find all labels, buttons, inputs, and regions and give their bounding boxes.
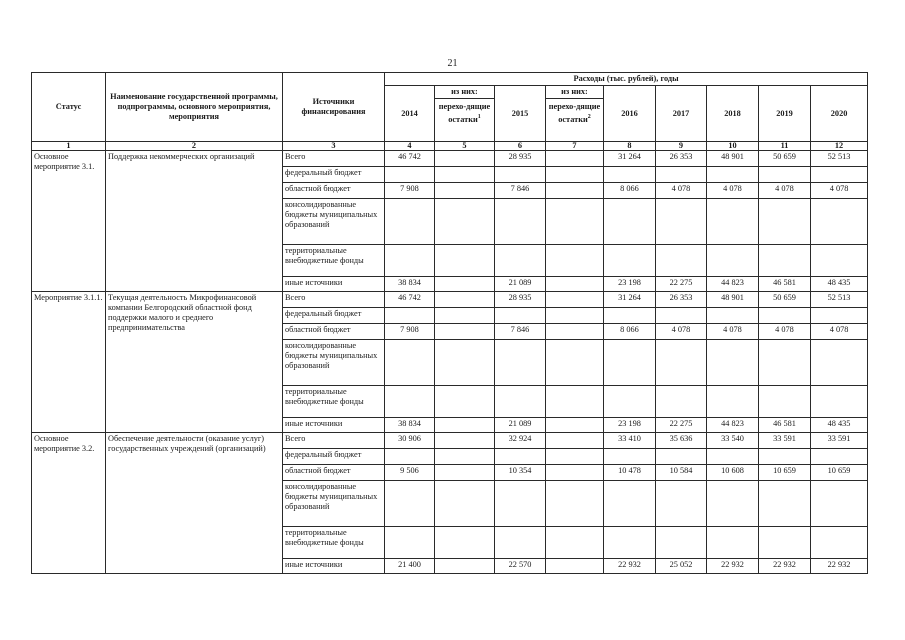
value-cell [546,340,604,386]
footnote-marker-2: 2 [587,114,591,120]
value-cell [435,167,495,183]
value-cell: 4 078 [707,324,759,340]
value-cell: 10 354 [495,465,546,481]
table-header [32,73,868,151]
header-year-2018: 2018 [707,86,759,142]
value-cell: 46 581 [759,277,811,292]
funding-source-cell: иные источники [283,559,385,574]
value-cell: 50 659 [759,151,811,167]
column-index: 9 [656,142,707,151]
funding-source-cell: консолидированные бюджеты муниципальных образований [283,481,385,527]
value-cell [707,199,759,245]
value-cell: 26 353 [656,151,707,167]
funding-source-cell: федеральный бюджет [283,308,385,324]
value-cell: 52 513 [811,292,868,308]
column-index: 2 [106,142,283,151]
value-cell: 48 901 [707,292,759,308]
value-cell: 22 932 [759,559,811,574]
value-cell: 28 935 [495,151,546,167]
value-cell: 9 506 [385,465,435,481]
value-cell [546,277,604,292]
value-cell [435,183,495,199]
value-cell [435,292,495,308]
header-year-2016: 2016 [604,86,656,142]
value-cell: 38 834 [385,277,435,292]
value-cell [546,418,604,433]
value-cell: 7 908 [385,324,435,340]
value-cell [385,245,435,277]
value-cell [435,277,495,292]
value-cell: 7 846 [495,324,546,340]
value-cell: 22 275 [656,277,707,292]
value-cell: 8 066 [604,183,656,199]
funding-source-cell: иные источники [283,277,385,292]
value-cell [435,559,495,574]
funding-source-cell: федеральный бюджет [283,167,385,183]
value-cell [811,340,868,386]
column-index-row [32,142,868,151]
value-cell [385,167,435,183]
value-cell: 22 932 [707,559,759,574]
value-cell: 38 834 [385,418,435,433]
value-cell: 23 198 [604,277,656,292]
funding-source-cell: консолидированные бюджеты муниципальных образований [283,340,385,386]
value-cell [707,308,759,324]
value-cell: 33 591 [759,433,811,449]
value-cell: 52 513 [811,151,868,167]
value-cell [546,465,604,481]
value-cell: 31 264 [604,292,656,308]
value-cell: 10 608 [707,465,759,481]
value-cell [656,449,707,465]
value-cell [707,340,759,386]
value-cell [385,449,435,465]
value-cell [811,386,868,418]
value-cell: 10 584 [656,465,707,481]
funding-source-cell: территориальные внебюджетные фонды [283,386,385,418]
value-cell: 21 400 [385,559,435,574]
funding-source-cell: областной бюджет [283,183,385,199]
value-cell [495,199,546,245]
value-cell: 23 198 [604,418,656,433]
value-cell [604,527,656,559]
value-cell [435,308,495,324]
value-cell [707,449,759,465]
value-cell [604,245,656,277]
value-cell: 4 078 [707,183,759,199]
value-cell: 28 935 [495,292,546,308]
value-cell: 4 078 [759,183,811,199]
value-cell [546,245,604,277]
value-cell [656,245,707,277]
value-cell [546,308,604,324]
value-cell [656,481,707,527]
status-cell: Основное мероприятие 3.2. [32,433,106,574]
header-of-them-2: из них: [546,87,603,99]
value-cell: 22 932 [604,559,656,574]
value-cell: 33 540 [707,433,759,449]
value-cell [604,386,656,418]
value-cell [656,199,707,245]
value-cell: 50 659 [759,292,811,308]
table-row [32,433,868,449]
value-cell [495,167,546,183]
value-cell: 46 742 [385,151,435,167]
value-cell [759,245,811,277]
value-cell [604,199,656,245]
value-cell [546,559,604,574]
value-cell [707,167,759,183]
status-cell: Основное мероприятие 3.1. [32,151,106,292]
value-cell [759,308,811,324]
value-cell [707,527,759,559]
value-cell [495,308,546,324]
column-index: 4 [385,142,435,151]
value-cell [385,340,435,386]
value-cell [385,199,435,245]
value-cell [435,151,495,167]
value-cell [546,151,604,167]
value-cell [759,167,811,183]
value-cell [707,245,759,277]
value-cell [759,340,811,386]
funding-source-cell: Всего [283,151,385,167]
value-cell [435,433,495,449]
value-cell [811,199,868,245]
value-cell [495,340,546,386]
activity-name-cell: Поддержка некоммерческих организаций [106,151,283,292]
value-cell [435,449,495,465]
table-row [32,151,868,167]
funding-source-cell: федеральный бюджет [283,449,385,465]
header-year-2015: 2015 [495,86,546,142]
value-cell: 33 410 [604,433,656,449]
value-cell: 7 846 [495,183,546,199]
footnote-marker-1: 1 [477,114,481,120]
column-index: 12 [811,142,868,151]
column-index: 11 [759,142,811,151]
value-cell [435,481,495,527]
header-sources: Источники финансирования [283,73,385,142]
value-cell [759,527,811,559]
value-cell: 26 353 [656,292,707,308]
value-cell [435,245,495,277]
activity-name-cell: Текущая деятельность Микрофинансовой компании Белгородский областной фонд поддержки малого и среднего предпринимательства [106,292,283,433]
header-status: Статус [32,73,106,142]
header-year-2014: 2014 [385,86,435,142]
value-cell [495,386,546,418]
value-cell [546,292,604,308]
value-cell: 48 435 [811,277,868,292]
value-cell [604,167,656,183]
value-cell [385,481,435,527]
value-cell: 31 264 [604,151,656,167]
value-cell [385,386,435,418]
value-cell [759,449,811,465]
column-index: 3 [283,142,385,151]
value-cell: 21 089 [495,418,546,433]
value-cell [546,199,604,245]
value-cell: 4 078 [759,324,811,340]
value-cell [656,340,707,386]
value-cell [811,308,868,324]
value-cell: 44 823 [707,277,759,292]
table-row [32,292,868,308]
value-cell: 46 581 [759,418,811,433]
value-cell [495,481,546,527]
value-cell [811,449,868,465]
value-cell: 10 659 [759,465,811,481]
value-cell [435,386,495,418]
value-cell: 48 901 [707,151,759,167]
value-cell [546,433,604,449]
funding-source-cell: областной бюджет [283,465,385,481]
value-cell [546,167,604,183]
value-cell [495,245,546,277]
value-cell [604,481,656,527]
header-carryover-label-1: перехо-дящие остатки [438,102,491,124]
value-cell [435,199,495,245]
value-cell: 22 275 [656,418,707,433]
budget-table [31,72,868,574]
header-of-them-1: из них: [435,87,494,99]
header-year-2019: 2019 [759,86,811,142]
value-cell [656,167,707,183]
header-carryover-2 [546,86,604,142]
funding-source-cell: Всего [283,292,385,308]
value-cell [435,465,495,481]
column-index: 5 [435,142,495,151]
funding-source-cell: Всего [283,433,385,449]
value-cell: 33 591 [811,433,868,449]
value-cell: 7 908 [385,183,435,199]
value-cell [707,481,759,527]
value-cell: 8 066 [604,324,656,340]
column-index: 6 [495,142,546,151]
header-year-2017: 2017 [656,86,707,142]
column-index: 10 [707,142,759,151]
funding-source-cell: консолидированные бюджеты муниципальных образований [283,199,385,245]
activity-name-cell: Обеспечение деятельности (оказание услуг) государственных учреждений (организаций) [106,433,283,574]
value-cell [385,527,435,559]
value-cell: 30 906 [385,433,435,449]
value-cell: 21 089 [495,277,546,292]
funding-source-cell: территориальные внебюджетные фонды [283,245,385,277]
value-cell [546,527,604,559]
value-cell: 10 659 [811,465,868,481]
funding-source-cell: областной бюджет [283,324,385,340]
value-cell [604,449,656,465]
value-cell [604,340,656,386]
value-cell [656,386,707,418]
value-cell: 25 052 [656,559,707,574]
value-cell [495,449,546,465]
value-cell [811,527,868,559]
status-cell: Мероприятие 3.1.1. [32,292,106,433]
value-cell: 48 435 [811,418,868,433]
value-cell: 4 078 [656,183,707,199]
value-cell [759,199,811,245]
value-cell: 4 078 [656,324,707,340]
value-cell [435,418,495,433]
value-cell: 44 823 [707,418,759,433]
value-cell [546,449,604,465]
value-cell: 10 478 [604,465,656,481]
value-cell [495,527,546,559]
header-carryover-label-2: перехо-дящие остатки [548,102,601,124]
value-cell [656,527,707,559]
value-cell: 35 636 [656,433,707,449]
column-index: 8 [604,142,656,151]
value-cell [656,308,707,324]
value-cell: 22 932 [811,559,868,574]
header-year-2020: 2020 [811,86,868,142]
value-cell: 4 078 [811,183,868,199]
value-cell [435,324,495,340]
table-body [32,151,868,574]
value-cell [546,183,604,199]
value-cell [546,324,604,340]
header-carryover-1 [435,86,495,142]
value-cell: 4 078 [811,324,868,340]
funding-source-cell: иные источники [283,418,385,433]
value-cell [435,527,495,559]
page-number: 21 [447,58,458,69]
value-cell [707,386,759,418]
value-cell [604,308,656,324]
value-cell: 46 742 [385,292,435,308]
value-cell: 22 570 [495,559,546,574]
value-cell [546,481,604,527]
column-index: 1 [32,142,106,151]
value-cell [546,386,604,418]
value-cell [811,167,868,183]
value-cell: 32 924 [495,433,546,449]
header-name: Наименование государственной программы, подпрограммы, основного мероприятия, мероприятия [106,73,283,142]
value-cell [759,481,811,527]
column-index: 7 [546,142,604,151]
value-cell [811,481,868,527]
value-cell [435,340,495,386]
value-cell [811,245,868,277]
value-cell [759,386,811,418]
funding-source-cell: территориальные внебюджетные фонды [283,527,385,559]
value-cell [385,308,435,324]
header-expenses: Расходы (тыс. рублей), годы [385,73,868,86]
